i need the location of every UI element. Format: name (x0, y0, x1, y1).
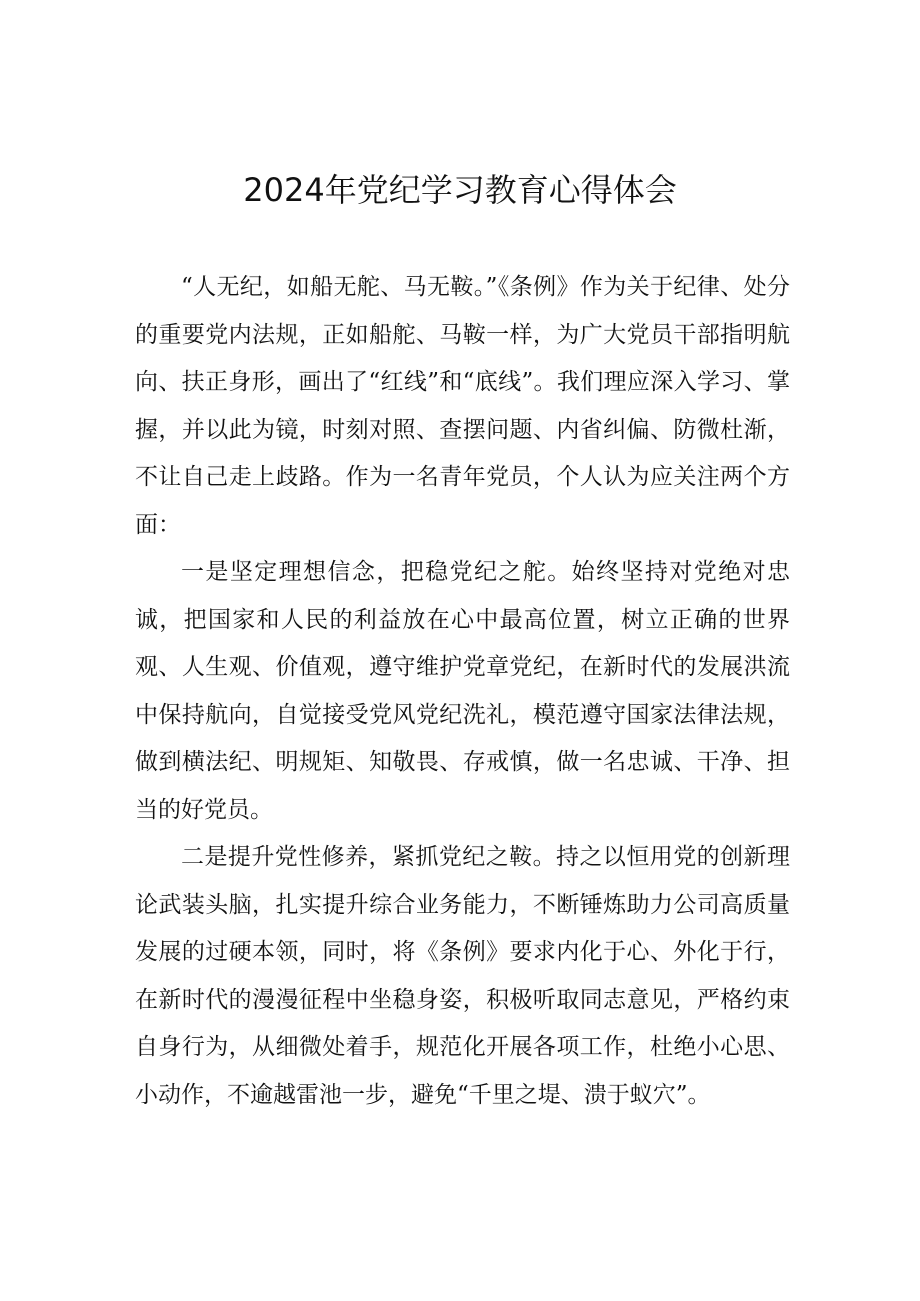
document-title: 2024年党纪学习教育心得体会 (243, 171, 677, 209)
document-body (135, 264, 790, 1119)
paragraph-intro: “人无纪，如船无舵、马无鞍。”《条例》作为关于纪律、处分的重要党内法规，正如船舵、马鞍一样，为广大党员干部指明航向、扶正身形，画出了“红线”和“底线”。我们理应深入学习、掌握，并以此为镜，时刻对照、查摆问题、内省纠偏、防微杜渐，不让自己走上歧路。作为一名青年党员，个人认为应关注两个方面： (135, 274, 790, 538)
paragraph-point-one: 一是坚定理想信念，把稳党纪之舵。始终坚持对党绝对忠诚，把国家和人民的利益放在心中最高位置，树立正确的世界观、人生观、价值观，遵守维护党章党纪，在新时代的发展洪流中保持航向，自觉接受党风党纪洗礼，模范遵守国家法律法规，做到横法纪、明规矩、知敬畏、存戒慎，做一名忠诚、干净、担当的好党员。 (135, 559, 790, 823)
paragraph-point-two: 二是提升党性修养，紧抓党纪之鞍。持之以恒用党的创新理论武装头脑，扎实提升综合业务能力，不断锤炼助力公司高质量发展的过硬本领，同时，将《条例》要求内化于心、外化于行，在新时代的漫漫征程中坐稳身姿，积极听取同志意见，严格约束自身行为，从细微处着手，规范化开展各项工作，杜绝小心思、小动作，不逾越雷池一步，避免“千里之堤、溃于蚁穴”。 (135, 844, 790, 1108)
